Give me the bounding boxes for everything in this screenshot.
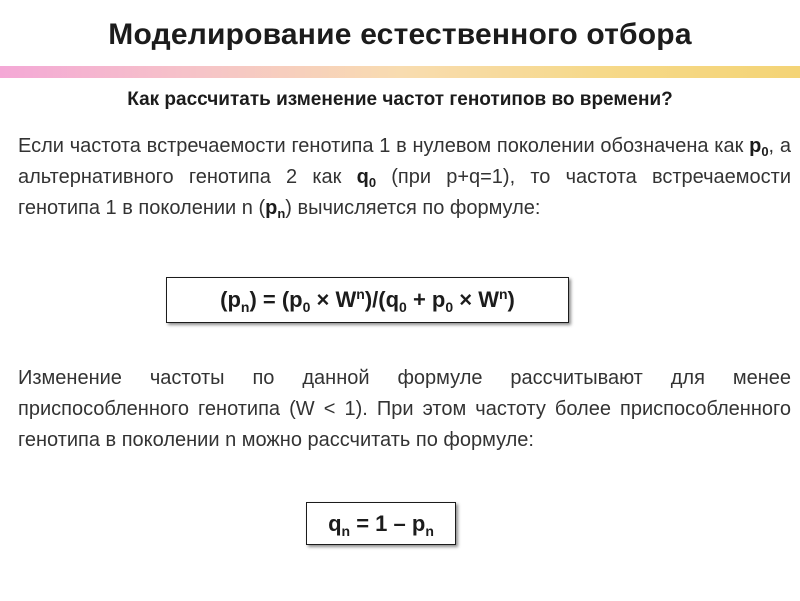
slide-subtitle: Как рассчитать изменение частот генотипов во времени? [127, 89, 673, 110]
formula-qn-box [306, 502, 456, 545]
formula-qn: $q_n = 1 - p_n$ [328, 510, 434, 539]
title-gradient-bar [0, 66, 800, 78]
symbol-p0: $p_0$ [749, 135, 769, 159]
paragraph-intro-text-4: ) вычисляется по формуле: [285, 197, 541, 219]
paragraph-explanation: Изменение частоты по данной формуле рассчитывают для менее приспособленного генотипа (W < 1). При этом частоту более приспособленного генотипа в поколении n можно рассчитать по формуле: [18, 367, 791, 451]
slide-title: Моделирование естественного отбора [108, 18, 692, 51]
paragraph-intro [18, 131, 791, 224]
symbol-q0: $q_0$ [356, 166, 377, 190]
symbol-pn: $p_n$ [265, 197, 286, 221]
paragraph-intro-text-1: Если частота встречаемости генотипа 1 в нулевом поколении обозначена как [18, 135, 750, 157]
paragraph-intro-text-2: , а альтернативного генотипа 2 как [18, 135, 791, 188]
formula-pn-box [166, 277, 569, 323]
formula-pn: $(p_n) = (p_0 \times W^n)/(q_0 + p_0 \times W^n)$ [220, 286, 515, 315]
paragraph-intro-text-3: (при p+q=1), то частота встречаемости генотипа 1 в поколении n ( [18, 166, 791, 219]
